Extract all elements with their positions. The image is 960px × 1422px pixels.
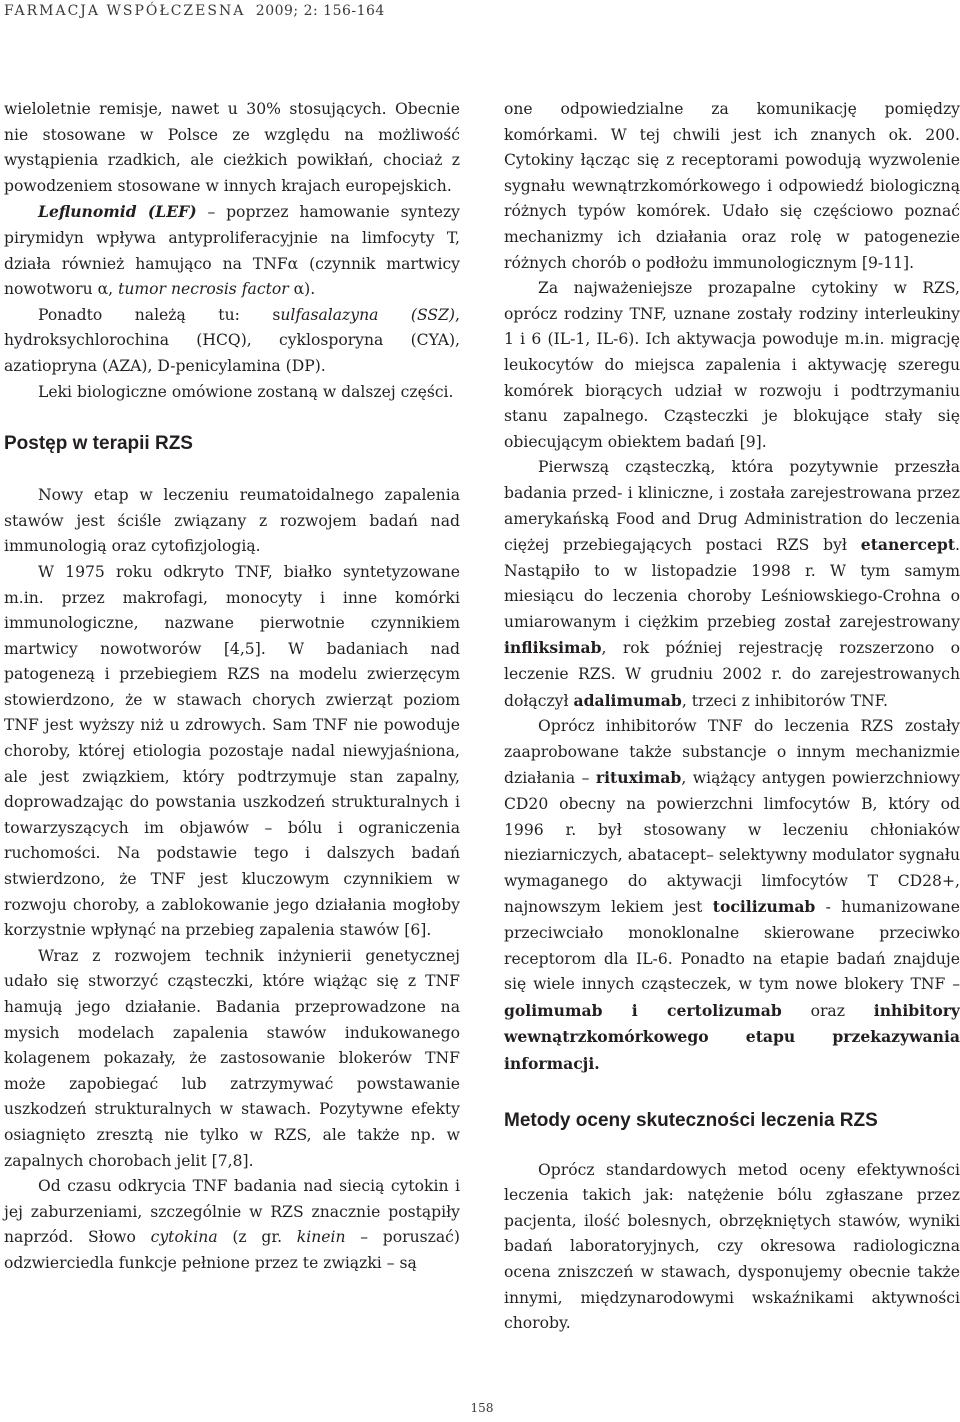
drug-golimumab-certolizumab: golimumab i certolizumab — [504, 1000, 782, 1020]
paragraph: Za najważeniejsze prozapalne cytokiny w RZS, oprócz rodziny TNF, uznane zostały rodziny interleukiny 1 i 6 (IL-1, IL-6). Ich aktywacja powoduje m.in. migrację leukocytów do miejsca zapalenia i aktywację szeregu komórek biorących udział w rozwoju i podtrzymaniu stanu zapalnego. Cząsteczki je blokujące stały się obiecującym obiektem badań [9]. — [504, 279, 960, 451]
right-column — [504, 97, 960, 1337]
paragraph-other-drugs: Ponadto należą tu: sulfasalazyna (SSZ), hydroksychlorochina (HCQ), cyklosporyna (CYA), azatiopryna (AZA), D-penicylamina (DP). — [4, 305, 460, 375]
paragraph: Oprócz standardowych metod oceny efektywności leczenia takich jak: natężenie bólu zgłaszane przez pacjenta, ilość bolesnych, obrzękniętych stawów, wyniki badań laboratoryjnych, czy okresowa radiologiczna ocena zniszczeń w stawach, dysponujemy obecnie także innymi, międzynarodowymi wskaźnikami aktywności choroby. — [504, 1160, 960, 1333]
section-heading-methods: Metody oceny skuteczności leczenia RZS — [504, 1109, 878, 1131]
paragraph: W 1975 roku odkryto TNF, białko syntetyzowane m.in. przez makrofagi, monocyty i inne komórki immunologiczne, nazwane pierwotnie czynnikiem martwicy nowotworów [4,5]. W badaniach nad patogenezą i przebiegiem RZS na modelu zwierzęcym stowierdzono, że w stawach chorych zwierząt poziom TNF jest wyższy niż u zdrowych. Sam TNF nie powoduje choroby, której etiologia pozostaje nadal niewyjaśniona, ale jest związkiem, który podtrzymuje stan zapalny, doprowadzając do powstania uszkodzeń strukturalnych i towarzyszących im objawów – bólu i ograniczenia ruchomości. Na podstawie tego i dalszych badań stwierdzono, że TNF jest kluczowym czynnikiem w rozwoju choroby, a zablokowanie jego działania mogłoby korzystnie wpłynąć na przebieg zapalenia stawów [6]. — [4, 562, 460, 940]
paragraph-leflunomid: Leflunomid (LEF) – poprzez hamowanie syntezy pirymidyn wpływa antyproliferacyjnie na limfocyty T, działa również hamująco na TNFα (czynnik martwicy nowotworu α, tumor necrosis factor α). — [4, 202, 460, 299]
paragraph: Leki biologiczne omówione zostaną w dalszej części. — [38, 382, 454, 401]
left-column — [4, 97, 460, 1277]
paragraph-cytokines: Od czasu odkrycia TNF badania nad siecią cytokin i jej zaburzeniami, szczególnie w RZS znacznie postąpiły naprzód. Słowo cytokina (z gr. kinein – poruszać) odzwierciedla funkcje pełnione przez te związki – są — [4, 1177, 460, 1272]
page-number: 158 — [470, 1401, 494, 1415]
paragraph-first-molecule: Pierwszą cząsteczką, która pozytywnie przeszła badania przed- i kliniczne, i została zarejestrowana przez amerykańską Food and Drug Administration do leczenia ciężej przebiegających postaci RZS był etanercept. Nastąpiło to w listopadzie 1998 r. W tym samym miesiącu do leczenia choroby Leśniowskiego-Crohna o umiarowanym i ciężkim przebieg został zarejestrowany infliksimab, rok później rejestrację rozszerzono o leczenie RZS. W grudniu 2002 r. do zarejestrowanych dołączył adalimumab, trzeci z inhibitorów TNF. — [504, 458, 960, 710]
drug-tocilizumab: tocilizumab — [712, 897, 816, 917]
paragraph: wieloletnie remisje, nawet u 30% stosujących. Obecnie nie stosowane w Polsce ze względu na możliwość wystąpienia rzadkich, ale cieżkich powikłań, chociaż z powodzeniem stosowane w innych krajach europejskich. — [4, 100, 460, 195]
journal-citation: 2009; 2: 156-164 — [255, 3, 385, 19]
section-heading-progress: Postęp w terapii RZS — [4, 433, 193, 455]
inhibitors-text: inhibitory wewnątrzkomórkowego etapu przekazywania informacji. — [504, 1000, 960, 1073]
drug-etanercept: etanercept — [860, 535, 956, 555]
drug-rituximab: rituximab — [595, 768, 682, 788]
paragraph-other-inhibitors: Oprócz inhibitorów TNF do leczenia RZS zostały zaaprobowane także substancje o innym mechanizmie działania – rituximab, wiążący antygen powierzchniowy CD20 obecny na powierzchni limfocytów B, który od 1996 r. był stosowany w leczeniu chłoniaków nieziarniczych, abatacept– selektywny modulator sygnału wymaganego do aktywacji limfocytów T CD28+, najnowszym lekiem jest tocilizumab - humanizowane przeciwciało monoklonalne skierowane przeciwko receptorom dla IL-6. Ponadto na etapie badań znajduje się wiele innych cząsteczek, w tym nowe blokery TNF – golimumab i certolizumab oraz inhibitory wewnątrzkomórkowego etapu przekazywania informacji. — [504, 717, 960, 1073]
paragraph: Nowy etap w leczeniu reumatoidalnego zapalenia stawów jest ściśle związany z rozwojem badań nad immunologią oraz cytofizjologią. — [4, 486, 460, 556]
drug-adalimumab: adalimumab — [573, 690, 682, 710]
term-leflunomid: Leflunomid (LEF) — [38, 202, 197, 222]
journal-name: FARMACJA WSPÓŁCZESNA — [4, 3, 246, 19]
drug-infliksimab: infliksimab — [504, 638, 602, 658]
paragraph: one odpowiedzialne za komunikację pomiędzy komórkami. W tej chwili jest ich znanych ok. 200. Cytokiny łącząc się z receptorami powodują wyzwolenie sygnału wewnątrzkomórkowego i odpowiedź biologiczną różnych typów komórek. Udało się częściowo poznać mechanizmy ich działania oraz rolę w patogenezie różnych chorób o podłożu immunologicznym [9-11]. — [504, 100, 960, 272]
running-header — [4, 3, 385, 19]
paragraph: Wraz z rozwojem technik inżynierii genetycznej udało się stworzyć cząsteczki, które wiążąc się z TNF hamują jego działanie. Badania przeprowadzone na mysich modelach zapalenia stawów indukowanego kolagenem pokazały, że zastosowanie blokerów TNF może zapobiegać lub zatrzymywać powstawanie uszkodzeń strukturalnych w stawach. Pozytywne efekty osiagnięto zresztą nie tylko w RZS, ale także np. w zapalnych chorobach jelit [7,8]. — [4, 946, 460, 1170]
